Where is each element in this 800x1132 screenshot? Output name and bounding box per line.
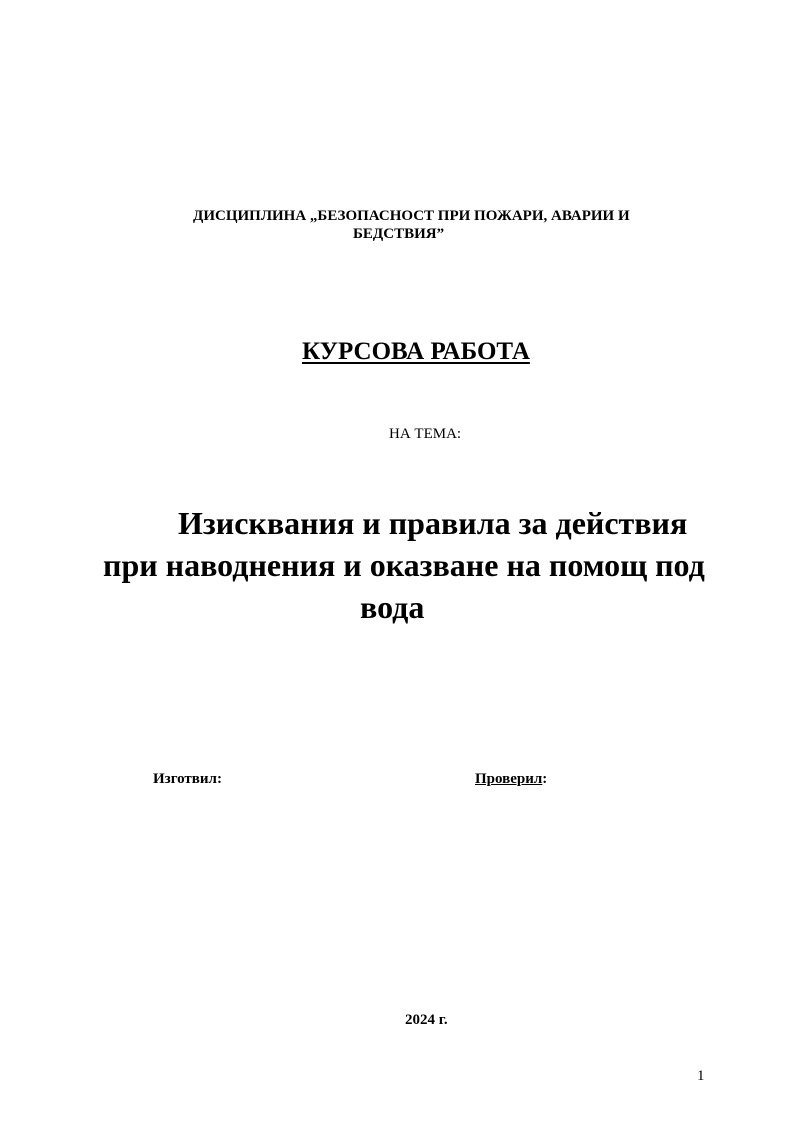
discipline-line-2: БЕДСТВИЯ” xyxy=(353,226,445,242)
course-title: КУРСОВА РАБОТА xyxy=(302,338,530,365)
topic-line-3: вода xyxy=(360,589,425,625)
topic-line-1: Изисквания и правила за действия xyxy=(178,505,688,541)
on-theme-label: НА ТЕМА: xyxy=(389,426,462,442)
topic-line-2: при наводнения и оказване на помощ под xyxy=(103,547,705,583)
year: 2024 г. xyxy=(405,1012,448,1028)
checked-by-colon: : xyxy=(542,771,548,787)
checked-by-label xyxy=(475,771,547,788)
page-number: 1 xyxy=(697,1068,705,1084)
checked-by-text: Проверил xyxy=(475,771,543,787)
prepared-by-label: Изготвил: xyxy=(153,771,222,787)
discipline-line-1: ДИСЦИПЛИНА „БЕЗОПАСНОСТ ПРИ ПОЖАРИ, АВАРИИ И xyxy=(193,208,630,224)
